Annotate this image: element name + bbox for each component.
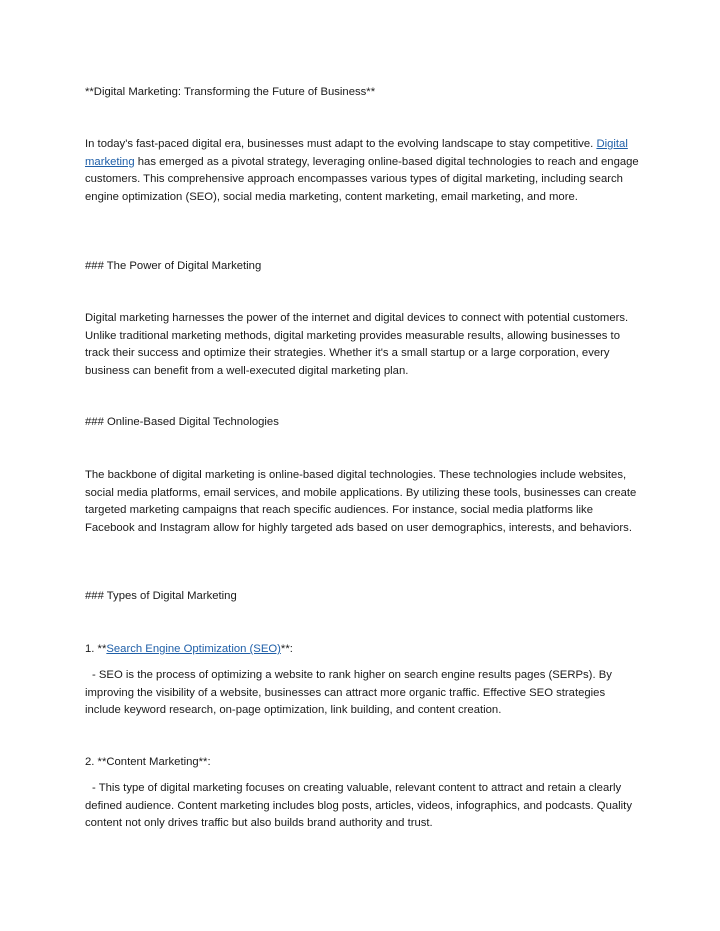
list-item-seo-prefix: 1. ** (85, 643, 107, 655)
intro-text-before: In today's fast-paced digital era, businesses must adapt to the evolving landscape to stay competitive. (85, 138, 597, 150)
section-heading-types: ### Types of Digital Marketing (85, 590, 237, 602)
section-heading-power: ### The Power of Digital Marketing (85, 260, 262, 272)
list-item-seo-suffix: **: (280, 643, 293, 655)
section-body-power: Digital marketing harnesses the power of the internet and digital devices to connect with potential customers. Unlike traditional marketing methods, digital marketing provides measurable results, allowing businesses to track their success and optimize their strategies. Whether it's a small startup or a large corporation, every business can benefit from a well-executed digital marketing plan. (85, 312, 629, 377)
document-title: **Digital Marketing: Transforming the Future of Business** (85, 86, 376, 98)
section-heading-technologies: ### Online-Based Digital Technologies (85, 416, 279, 428)
list-item-seo-body (85, 667, 640, 720)
list-item-seo-text: - SEO is the process of optimizing a website to rank higher on search engine results pages (SERPs). By improving the visibility of a website, businesses can attract more organic traffic. Effective SEO strategies include keyword research, on-page optimization, link building, and content creation. (85, 669, 612, 716)
list-item-content-heading: 2. **Content Marketing**: (85, 756, 211, 768)
digital-marketing-link[interactable]: Digital marketing (85, 138, 628, 168)
list-item-content-text: - This type of digital marketing focuses on creating valuable, relevant content to attract and retain a clearly defined audience. Content marketing includes blog posts, articles, videos, infographics, and podcasts. Quality content not only drives traffic but also builds brand authority and trust. (85, 782, 632, 829)
intro-text-after: has emerged as a pivotal strategy, leveraging online-based digital technologies to reach and engage customers. This comprehensive approach encompasses various types of digital marketing, including search engine optimization (SEO), social media marketing, content marketing, email marketing, and more. (85, 155, 639, 203)
list-item-content-body (85, 780, 640, 833)
section-body-technologies: The backbone of digital marketing is online-based digital technologies. These technologies include websites, social media platforms, email services, and mobile applications. By utilizing these tools, businesses can create targeted marketing campaigns that reach specific audiences. For instance, social media platforms like Facebook and Instagram allow for highly targeted ads based on user demographics, interests, and behaviors. (85, 469, 637, 534)
seo-link[interactable]: Search Engine Optimization (SEO) (106, 643, 281, 655)
list-item-seo-heading (85, 641, 640, 659)
intro-paragraph (85, 136, 640, 206)
